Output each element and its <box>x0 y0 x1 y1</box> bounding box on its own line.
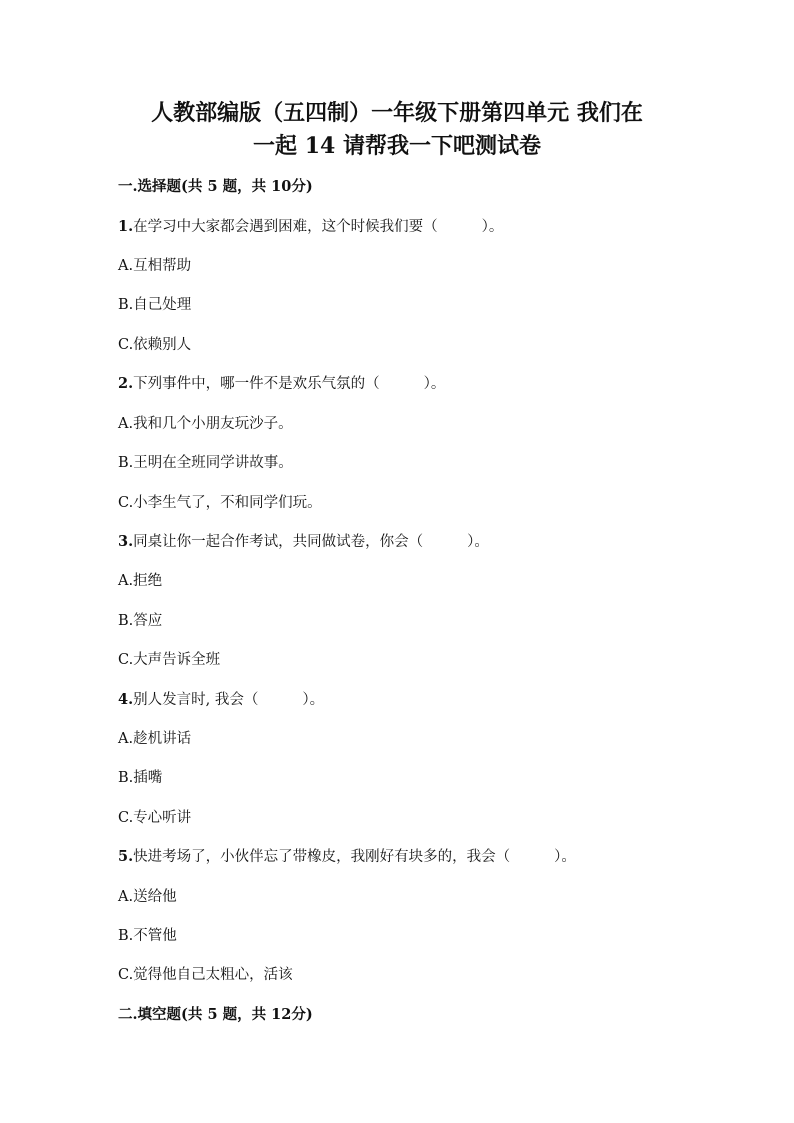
question-number: 5. <box>118 848 134 865</box>
question-text: 在学习中大家都会遇到困难，这个时候我们要（ <box>133 219 438 235</box>
option-1b: B.自己处理 <box>118 297 192 313</box>
option-4a: A.趁机讲话 <box>118 731 192 747</box>
question-text-end: ）。 <box>302 692 325 708</box>
option-3b: B.答应 <box>118 613 163 629</box>
option-3c: C.大声告诉全班 <box>118 652 221 668</box>
question-text: 别人发言时, 我会（ <box>133 692 259 708</box>
question-text: 同桌让你一起合作考试，共同做试卷，你会（ <box>133 534 424 550</box>
section-heading-choice: 一.选择题(共 5 题，共 10分) <box>118 178 313 195</box>
question-text: 下列事件中，哪一件不是欢乐气氛的（ <box>133 376 380 392</box>
section-heading-fill-blank: 二.填空题(共 5 题，共 12分) <box>118 1006 313 1023</box>
page-title-line-2: 一起 14 请帮我一下吧测试卷 <box>253 133 541 159</box>
option-2c: C.小李生气了，不和同学们玩。 <box>118 495 322 511</box>
question-text-end: ）。 <box>554 849 576 865</box>
question-number: 1. <box>118 218 134 235</box>
question-number: 2. <box>118 375 134 392</box>
question-4 <box>118 690 324 710</box>
option-4b: B.插嘴 <box>118 770 163 786</box>
question-number: 4. <box>118 691 134 708</box>
question-5 <box>118 847 576 867</box>
question-3 <box>118 532 489 552</box>
option-3a: A.拒绝 <box>118 573 163 589</box>
question-text-end: ）。 <box>423 376 446 392</box>
option-2a: A.我和几个小朋友玩沙子。 <box>118 416 293 432</box>
page-title-line-1: 人教部编版（五四制）一年级下册第四单元 我们在 <box>151 100 643 126</box>
question-text-end: ）。 <box>481 219 504 235</box>
question-text-end: ）。 <box>467 534 489 550</box>
option-4c: C.专心听讲 <box>118 810 192 826</box>
option-1a: A.互相帮助 <box>118 258 192 274</box>
question-2 <box>118 374 445 394</box>
question-1 <box>118 217 503 237</box>
option-2b: B.王明在全班同学讲故事。 <box>118 455 293 471</box>
option-5a: A.送给他 <box>118 889 177 905</box>
option-5b: B.不管他 <box>118 928 177 944</box>
question-number: 3. <box>118 533 134 550</box>
option-5c: C.觉得他自己太粗心，活该 <box>118 967 293 983</box>
question-text: 快进考场了，小伙伴忘了带橡皮，我刚好有块多的，我会（ <box>133 849 511 865</box>
option-1c: C.依赖别人 <box>118 337 192 353</box>
